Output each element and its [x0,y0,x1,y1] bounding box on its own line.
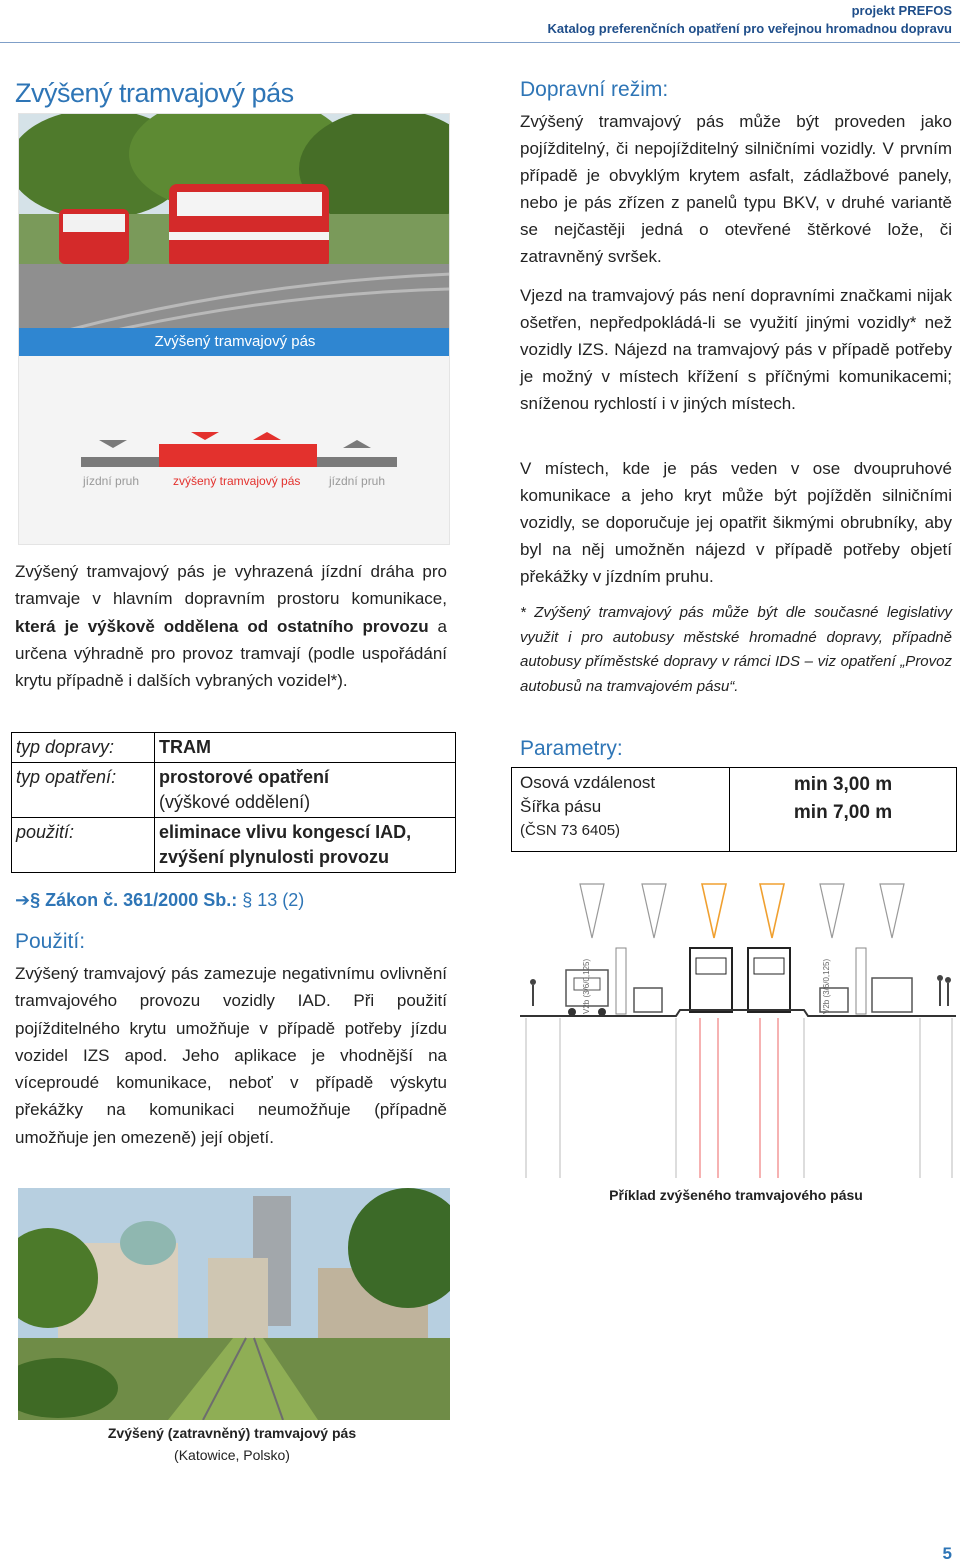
law-reference [15,890,304,911]
parameters-heading: Parametry: [520,737,623,760]
traffic-paragraph-3: V místech, kde je pás veden v ose dvoupruhové komunikace a jeho kryt může být pojížděn silničními vozidly, se doporučuje jej opatřit šikmými obrubníky, aby byl na něj umožněn nájezd v případě potřeby objetí překážky v jízdním pruhu. [520,459,952,586]
katowice-photo-image [18,1188,450,1420]
cross-section-diagram [520,878,956,1178]
header-rule [0,42,960,43]
table-row [512,768,957,852]
diagram-caption: Příklad zvýšeného tramvajového pásu [609,1187,863,1203]
traffic-paragraph-2: Vjezd na tramvajový pás není dopravními značkami nijak ošetřen, nepředpokládá-li se využití jinými vozidly* než vozidly IZS. Nájezd na tramvajový pás v případě potřeby je možný v místech křížení s příčnými komunikacemi; sníženou rychlostí i v jiných místech. [520,286,952,413]
attr-value-cell [155,763,456,818]
usage-paragraph: Zvýšený tramvajový pás zamezuje negativnímu ovlivnění tramvajového provozu vozidly IAD. Při použití pojížditelného krytu umožňuje v případě potřeby jízdu vozidel IZS apod. Jeho aplikace je vhodnější na víceproudé komunikace, neboť v případě výskytu překážky na komunikaci neumožňuje (případně umožňuje jen omezeně) její objetí. [15,964,447,1147]
figure2-caption-place: (Katowice, Polsko) [174,1447,290,1463]
attr-key: typ dopravy: [12,733,155,763]
sign-label-right: V2b (3/6/0,125) [822,958,831,1014]
table-row [12,763,456,818]
figure-banner-label: Zvýšený tramvajový pás [154,333,316,350]
parameters-table [511,767,957,852]
katowice-photo [18,1188,450,1420]
param-label-axis: Osová vzdálenost [520,773,656,792]
cross-section-drawing [520,878,956,1178]
attr-value-sub: (výškové oddělení) [159,792,311,812]
catalog-name: Katalog preferenčních opatření pro veřejnou hromadnou dopravu [547,21,952,36]
footnote: * Zvýšený tramvajový pás může být dle současné legislativy využit i pro autobusy městské hromadné dopravy, případně autobusy příměstské dopravy v rámci IDS – viz opatření „Provoz autobusů na tramvajovém pásu“. [520,604,952,695]
attr-value: TRAM [155,733,456,763]
param-values [730,768,957,852]
document-header [548,2,953,38]
label-lane-right: jízdní pruh [329,474,386,488]
figure2-caption [18,1422,446,1466]
param-value-axis: min 3,00 m [793,774,893,795]
intro-paragraph [15,558,447,694]
param-labels [512,768,730,852]
label-tram-strip: zvýšený tramvajový pás [173,474,301,488]
measure-attributes-table [11,732,456,873]
arrow-icon: ➔ [15,890,31,910]
usage-heading: Použití: [15,930,86,953]
traffic-mode-heading: Dopravní režim: [520,78,669,101]
sign-label-left: V2b (3/6/0,125) [582,958,591,1014]
page-number: 5 [942,1544,952,1563]
figure2-caption-title: Zvýšený (zatravněný) tramvajový pás [107,1425,357,1441]
param-label-width: Šířka pásu [520,797,602,816]
law-section: § 13 (2) [237,890,305,910]
intro-text-1: Zvýšený tramvajový pás je vyhrazená jízdní dráha pro tramvaje v hlavním dopravním prostoru komunikace, [15,562,447,609]
param-norm: (ČSN 73 6405) [520,822,621,839]
attr-key: typ opatření: [12,763,155,818]
param-value-width: min 7,00 m [793,802,893,823]
page-title: Zvýšený tramvajový pás [15,78,294,108]
law-title: § Zákon č. 361/2000 Sb.: [30,890,238,910]
project-name: projekt PREFOS [851,3,952,18]
attr-key: použití: [12,818,155,873]
traffic-paragraph-1: Zvýšený tramvajový pás může být proveden jako pojížditelný, či nepojížditelný silničními vozidly. V prvním případě je obvyklým krytem asfalt, zádlažbové panely, nebo je pás zřízen z panelů typu BKV, v druhé variantě se nejčastěji jedná o otevřené štěrkové lože, či zatravněný svršek. [520,112,952,266]
attr-value: prostorové opatření [159,767,330,787]
table-row [12,818,456,873]
table-row [12,733,456,763]
intro-text-2: a určena výhradně pro provoz tramvají (podle uspořádání krytu případně i dalších vybraných vozidel*). [15,616,447,691]
intro-text-bold: která je výškově oddělena od ostatního provozu [15,616,429,636]
tram-photo-figure [18,113,450,545]
attr-value: eliminace vlivu kongescí IAD, zvýšení plynulosti provozu [155,818,456,873]
label-lane-left: jízdní pruh [83,474,140,488]
